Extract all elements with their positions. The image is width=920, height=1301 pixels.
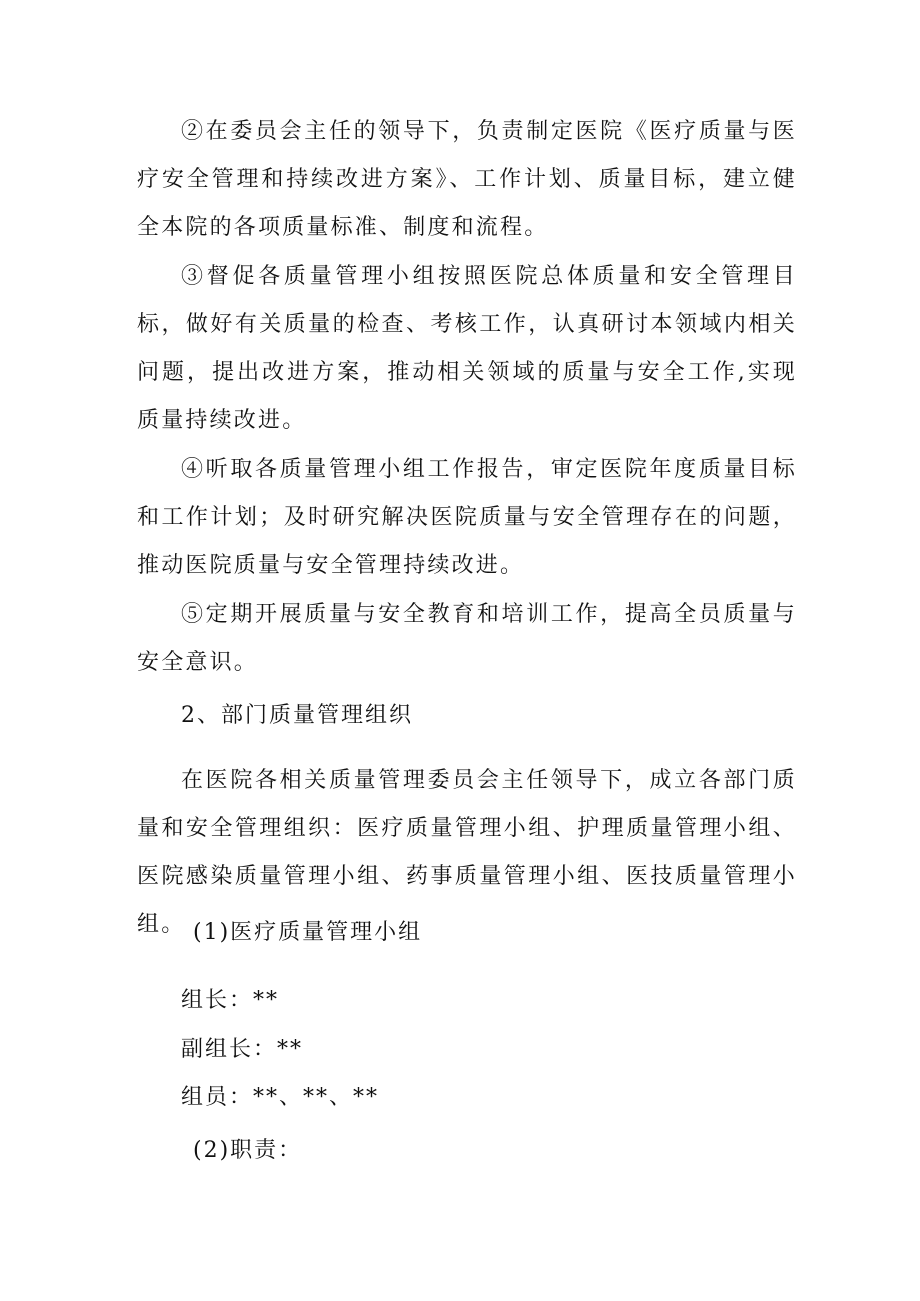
- group-members: 组员：**、**、**: [181, 1085, 380, 1110]
- paragraph-item-2: ②在委员会主任的领导下，负责制定医院《医疗质量与医疗安全管理和持续改进方案》、工作计划、质量目标，建立健全本院的各项质量标准、制度和流程。: [137, 119, 797, 240]
- group-leader: 组长：**: [181, 988, 280, 1013]
- section-heading: 2、部门质量管理组织: [181, 703, 413, 728]
- paragraph-item-4: ④听取各质量管理小组工作报告，审定医院年度质量目标和工作计划；及时研究解决医院质量与安全管理存在的问题，推动医院质量与安全管理持续改进。: [137, 457, 797, 578]
- section-paragraph: 在医院各相关质量管理委员会主任领导下，成立各部门质量和安全管理组织：医疗质量管理小组、护理质量管理小组、医院感染质量管理小组、药事质量管理小组、医技质量管理小组。: [137, 768, 797, 937]
- subsection-heading: (1)医疗质量管理小组: [193, 920, 423, 945]
- paragraph-item-5: ⑤定期开展质量与安全教育和培训工作，提高全员质量与安全意识。: [137, 602, 797, 675]
- paragraph-item-3: ③督促各质量管理小组按照医院总体质量和安全管理目标，做好有关质量的检查、考核工作，认真研讨本领域内相关问题，提出改进方案，推动相关领域的质量与安全工作,实现质量持续改进。: [137, 264, 797, 433]
- duties-heading: (2)职责：: [193, 1138, 303, 1163]
- deputy-group-leader: 副组长：**: [181, 1037, 304, 1062]
